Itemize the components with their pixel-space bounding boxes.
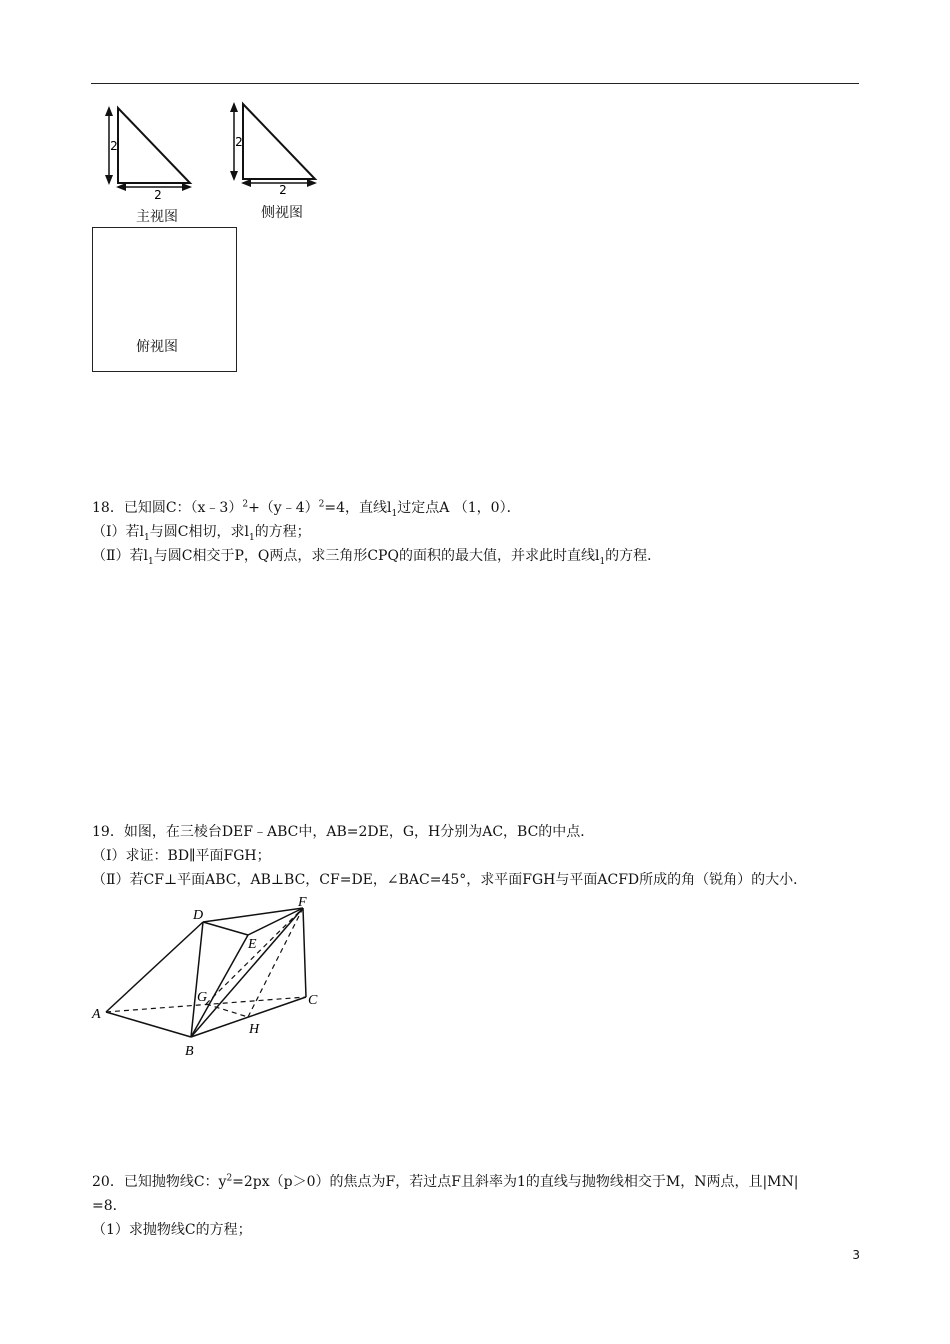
frustum-figure bbox=[88, 892, 338, 1064]
side-view-label: 侧视图 bbox=[261, 205, 303, 221]
top-view-label: 俯视图 bbox=[136, 339, 178, 355]
side-view-figure bbox=[225, 96, 325, 196]
label-D: D bbox=[193, 908, 204, 923]
problem-20-line-1: 20．已知抛物线C：$y^2=2px(p>0)$的焦点为F，若过点F且斜率为1的直线与抛物线相交于M，N两点，且|MN| bbox=[92, 1173, 799, 1190]
dim-front-horizontal: 2 bbox=[154, 188, 162, 200]
label-E: E bbox=[248, 937, 257, 952]
front-view-figure bbox=[100, 100, 200, 200]
problem-18 bbox=[92, 496, 661, 568]
problem-18-line-1: 18．已知圆C：（x﹣3）$^2$+（y﹣4）$^2$=4，直线$l_1$过定点A （1，0）． bbox=[92, 499, 521, 519]
label-C: C bbox=[308, 993, 318, 1008]
label-B: B bbox=[185, 1044, 194, 1059]
problem-20-line-3: （1）求抛物线C的方程； bbox=[92, 1222, 252, 1238]
problem-19-line-2: （Ⅰ）求证：BD∥平面FGH； bbox=[92, 848, 271, 864]
problem-20-line-2: =8． bbox=[92, 1198, 127, 1214]
label-H: H bbox=[249, 1022, 260, 1037]
problem-19-line-1: 19．如图，在三棱台DEF﹣ABC中，AB=2DE，G，H分别为AC，BC的中点． bbox=[92, 824, 595, 840]
problem-20 bbox=[92, 1170, 798, 1242]
label-F: F bbox=[298, 895, 307, 910]
front-view-label: 主视图 bbox=[136, 209, 178, 225]
problem-19 bbox=[92, 820, 807, 892]
label-G: G bbox=[197, 990, 208, 1005]
dim-side-horizontal: 2 bbox=[279, 183, 287, 196]
problem-19-line-3: （Ⅱ）若CF⊥平面ABC，AB⊥BC，CF=DE，∠BAC=45°，求平面FGH与平面ACFD所成的角（锐角）的大小． bbox=[92, 872, 808, 888]
problem-18-line-2: （Ⅰ）若$l_1$与圆C相切，求$l_1$的方程； bbox=[92, 524, 311, 543]
header-rule bbox=[91, 83, 859, 84]
dim-side-vertical: 2 bbox=[235, 135, 243, 149]
page-number: 3 bbox=[852, 1248, 860, 1262]
dim-front-vertical: 2 bbox=[110, 139, 118, 153]
problem-18-line-3: （Ⅱ）若$l_1$与圆C相交于P，Q两点，求三角形CPQ的面积的最大值，并求此时直线$l_1$的方程． bbox=[92, 548, 662, 567]
label-A: A bbox=[92, 1007, 101, 1022]
